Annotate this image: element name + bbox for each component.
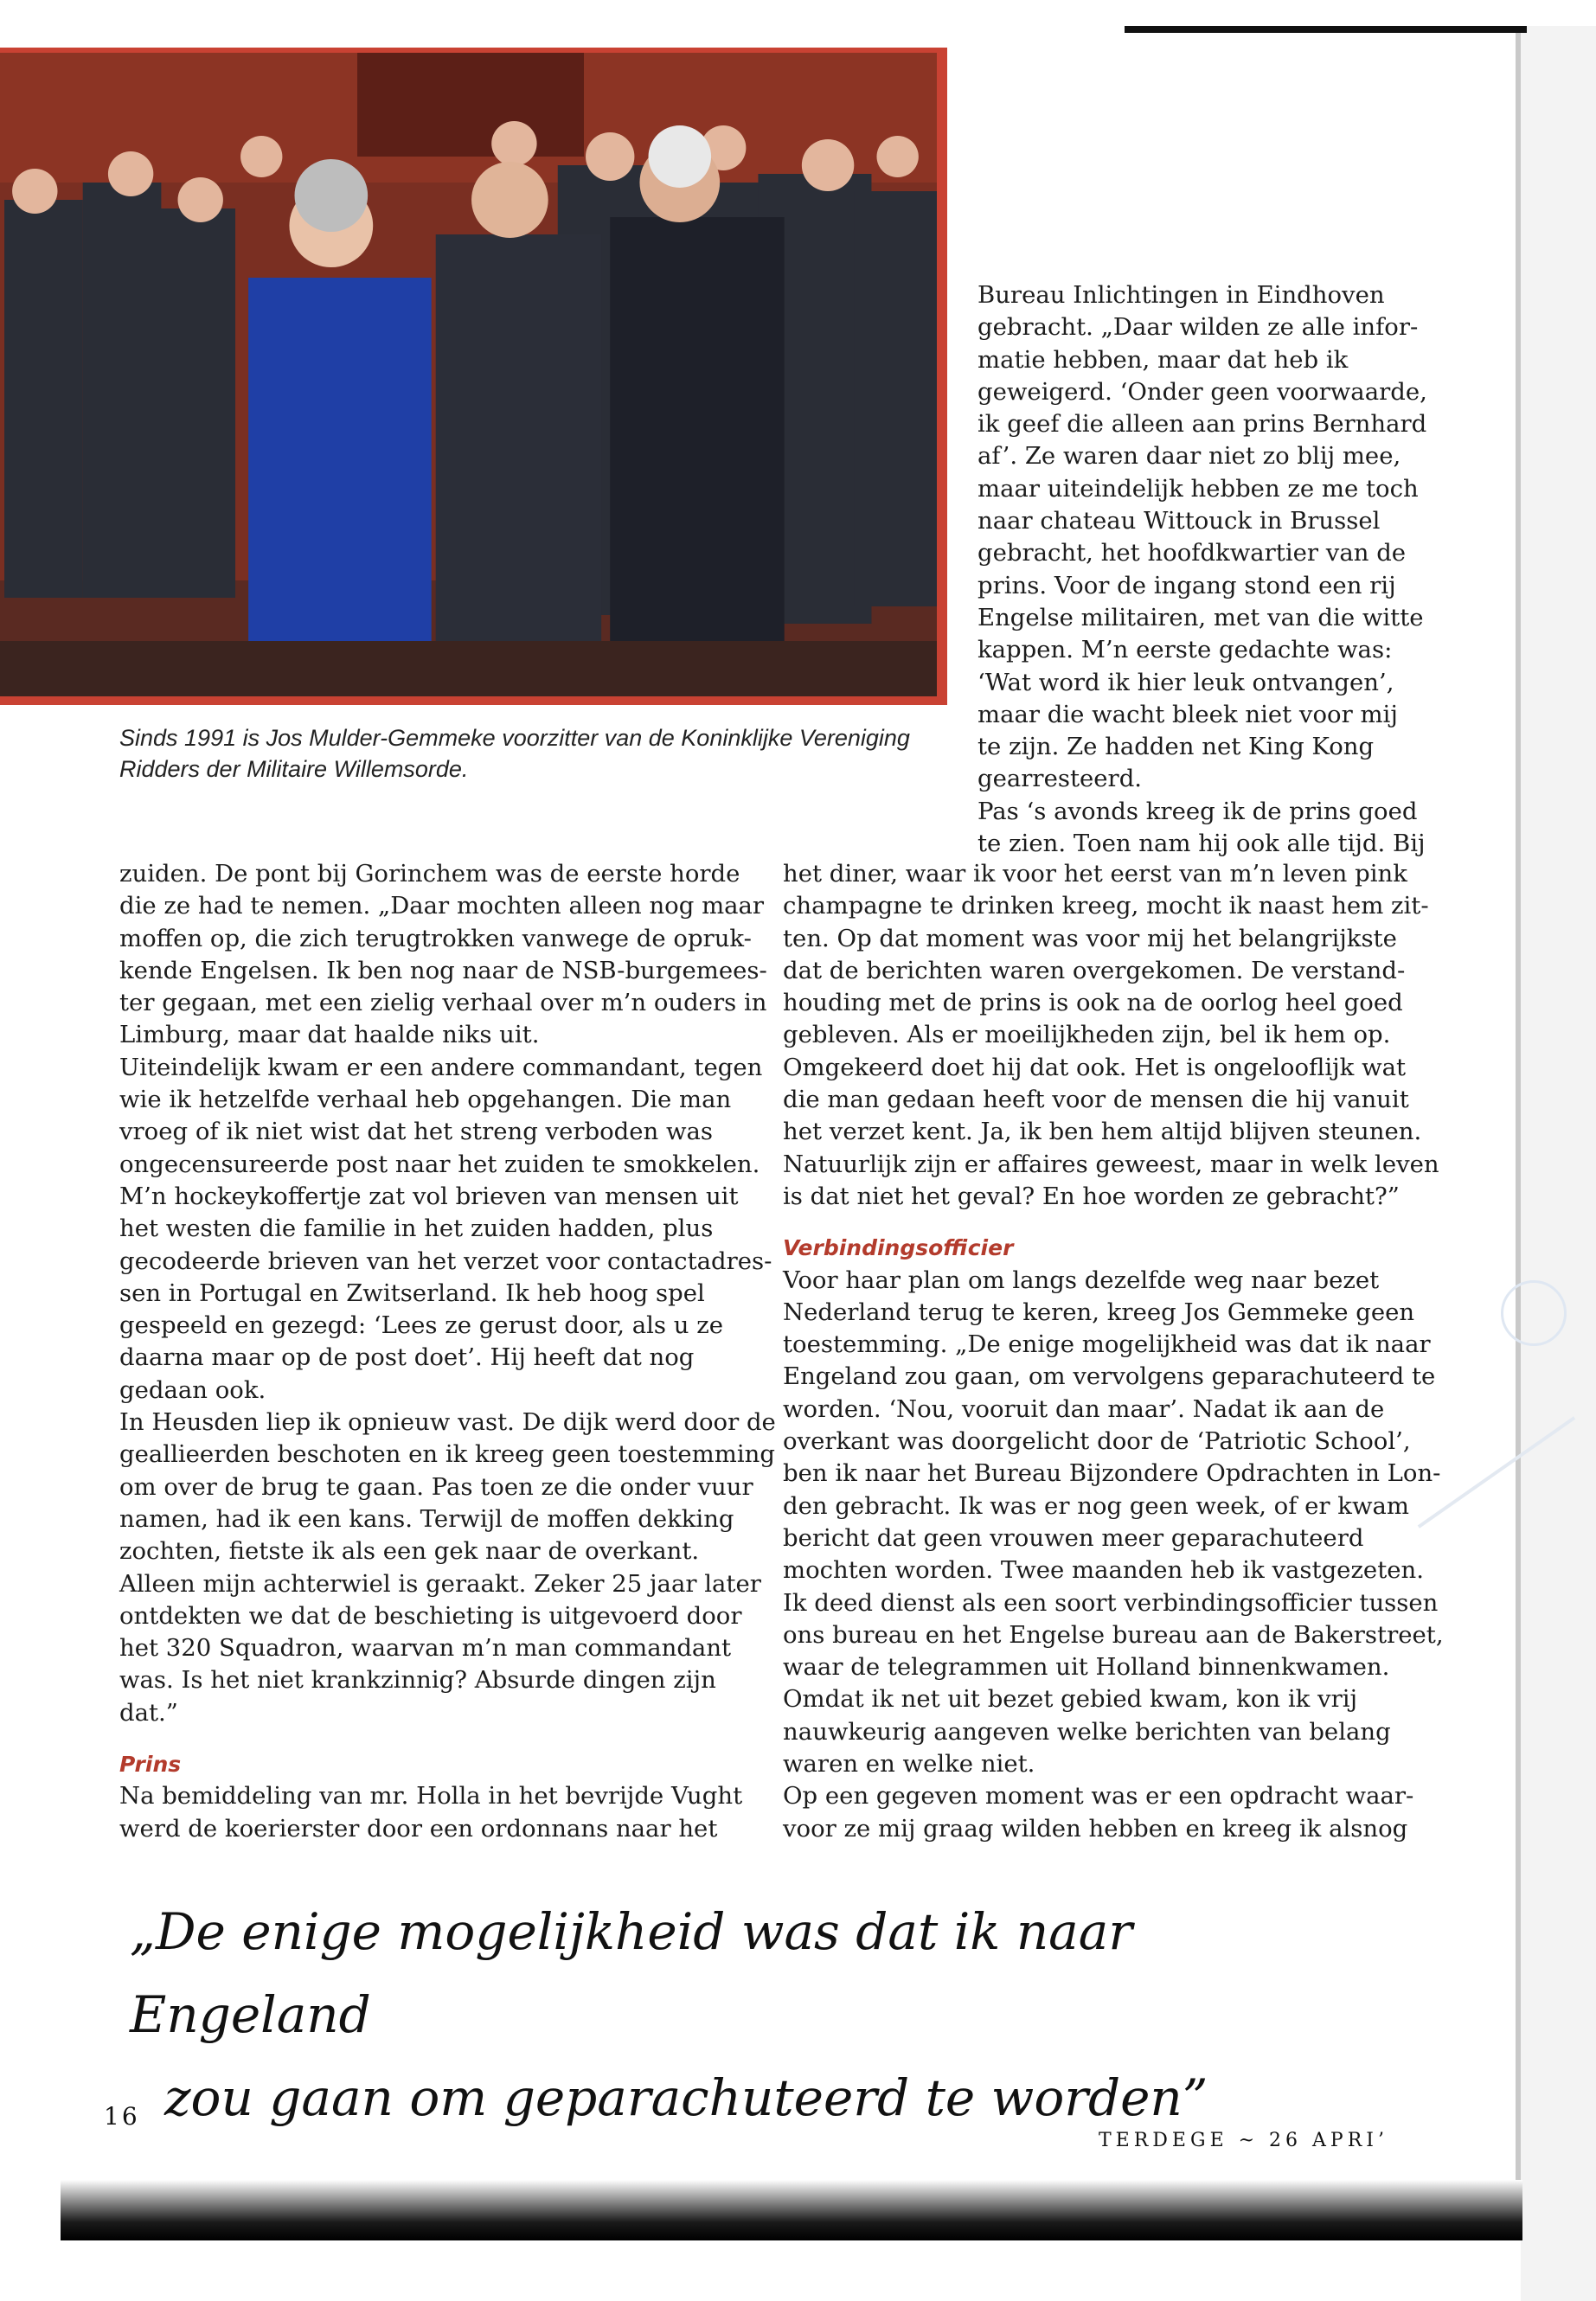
text-line: maar uiteindelijk hebben ze me toch [977, 474, 1419, 503]
text-line: worden. ‘Nou, vooruit dan maar’. Nadat ik aan de [783, 1394, 1385, 1423]
text-line: het 320 Squadron, waarvan m’n man commandant [119, 1634, 732, 1663]
text-line: die man gedaan heeft voor de mensen die hij vanuit [783, 1086, 1409, 1114]
right-column [783, 858, 1444, 1845]
text-line: ik geef die alleen aan prins Bernhard [977, 410, 1427, 439]
text-line: Pas ‘s avonds kreeg ik de prins goed [977, 797, 1418, 825]
text-line: zochten, fietste ik als een gek naar de overkant. [119, 1537, 700, 1566]
footer-publication: TERDEGE ~ 26 APRI’ [1099, 2130, 1388, 2151]
text-line: ben ik naar het Bureau Bijzondere Opdrachten in Lon- [783, 1459, 1441, 1488]
pull-quote-line: „De enige mogelijkheid was dat ik naar Engeland [130, 1902, 1133, 2044]
text-line: ‘Wat word ik hier leuk ontvangen’, [977, 668, 1394, 696]
text-line: ongecensureerde post naar het zuiden te smokkelen. [119, 1150, 760, 1178]
text-line: Alleen mijn achterwiel is geraakt. Zeker 25 jaar later [119, 1569, 761, 1598]
text-line: kappen. M’n eerste gedachte was: [977, 636, 1393, 664]
text-line: te zijn. Ze hadden net King Kong [977, 733, 1375, 761]
text-line: Voor haar plan om langs dezelfde weg naar bezet [783, 1266, 1380, 1294]
text-line: geallieerden beschoten en ik kreeg geen toestemming [119, 1440, 775, 1469]
page-edge [1521, 26, 1596, 2301]
text-line: ten. Op dat moment was voor mij het belangrijkste [783, 924, 1397, 952]
text-line: mochten worden. Twee maanden heb ik vastgezeten. [783, 1556, 1424, 1585]
text-line: is dat niet het geval? En hoe worden ze gebracht?” [783, 1182, 1400, 1210]
text-line: waren en welke niet. [783, 1750, 1035, 1779]
subheading-verbindingsofficier: Verbindingsofficier [783, 1235, 1014, 1261]
text-line: dat.” [119, 1698, 178, 1727]
text-line: Na bemiddeling van mr. Holla in het bevrijde Vught [119, 1782, 743, 1811]
text-line: sen in Portugal en Zwitserland. Ik heb hoog spel [119, 1279, 705, 1307]
group-photo [0, 48, 947, 705]
text-line: vroeg of ik niet wist dat het streng verboden was [119, 1118, 714, 1146]
text-line: het westen die familie in het zuiden hadden, plus [119, 1215, 714, 1243]
text-line: gebracht, het hoofdkwartier van de [977, 539, 1407, 567]
text-line: zuiden. De pont bij Gorinchem was de eerste horde [119, 860, 740, 888]
text-line: ter gegaan, met een zielig verhaal over m’n ouders in [119, 989, 767, 1017]
text-line: het verzet kent. Ja, ik ben hem altijd blijven steunen. [783, 1118, 1422, 1146]
pull-quote [130, 1890, 1384, 2139]
text-line: Natuurlijk zijn er affaires geweest, maar in welk leven [783, 1150, 1439, 1178]
pull-quote-line: zou gaan om geparachuteerd te worden” [164, 2068, 1208, 2127]
text-line: nauwkeurig aangeven welke berichten van belang [783, 1717, 1391, 1746]
page-shadow-bottom [61, 2180, 1522, 2240]
text-line: dat de berichten waren overgekomen. De verstand- [783, 956, 1406, 984]
text-line: Omgekeerd doet hij dat ook. Het is ongelooflijk wat [783, 1053, 1407, 1081]
text-line: gespeeld en gezegd: ‘Lees ze gerust door, als u ze [119, 1311, 724, 1340]
page-shadow-right [1516, 26, 1521, 2223]
text-line: Uiteindelijk kwam er een andere commandant, tegen [119, 1053, 763, 1081]
text-line: Limburg, maar dat haalde niks uit. [119, 1021, 540, 1049]
text-line: matie hebben, maar dat heb ik [977, 345, 1349, 374]
right-column-upper [977, 279, 1427, 860]
text-line: gedaan ook. [119, 1375, 266, 1404]
caption-line: Sinds 1991 is Jos Mulder-Gemmeke voorzitter van de Koninklijke Vereniging [119, 725, 910, 751]
stamp-mark [1501, 1280, 1567, 1346]
photo-illustration [0, 53, 937, 696]
text-line: Op een gegeven moment was er een opdracht waar- [783, 1782, 1414, 1811]
text-line: daarna maar op de post doet’. Hij heeft dat nog [119, 1343, 695, 1372]
text-line: te zien. Toen nam hij ook alle tijd. Bij [977, 830, 1426, 858]
page-number: 16 [104, 2102, 140, 2131]
caption-line: Ridders der Militaire Willemsorde. [119, 756, 469, 782]
photo-caption [119, 722, 924, 785]
text-line: toestemming. „De enige mogelijkheid was dat ik naar [783, 1330, 1431, 1359]
text-line: overkant was doorgelicht door de ‘Patriotic School’, [783, 1427, 1411, 1456]
text-line: wie ik hetzelfde verhaal heb opgehangen. Die man [119, 1086, 732, 1114]
text-line: geweigerd. ‘Onder geen voorwaarde, [977, 377, 1427, 406]
page-shadow-top [1125, 26, 1527, 33]
text-line: werd de koerierster door een ordonnans naar het [119, 1814, 718, 1843]
text-line: namen, had ik een kans. Terwijl de moffen dekking [119, 1504, 734, 1533]
text-line: het diner, waar ik voor het eerst van m’n leven pink [783, 860, 1407, 888]
left-column [119, 858, 776, 1845]
text-line: maar die wacht bleek niet voor mij [977, 700, 1398, 728]
text-line: prins. Voor de ingang stond een rij [977, 571, 1396, 599]
text-line: bericht dat geen vrouwen meer geparachuteerd [783, 1523, 1364, 1552]
subheading-prins: Prins [119, 1752, 182, 1778]
text-line: gearresteerd. [977, 765, 1143, 793]
text-line: Omdat ik net uit bezet gebied kwam, kon ik vrij [783, 1685, 1358, 1714]
text-line: moffen op, die zich terugtrokken vanwege de opruk- [119, 924, 752, 952]
text-line: Engeland zou gaan, om vervolgens geparachuteerd te [783, 1362, 1436, 1391]
text-line: Nederland terug te keren, kreeg Jos Gemmeke geen [783, 1298, 1415, 1326]
text-line: gecodeerde brieven van het verzet voor contactadres- [119, 1247, 772, 1275]
text-line: waar de telegrammen uit Holland binnenkwamen. [783, 1653, 1390, 1682]
text-line: ons bureau en het Engelse bureau aan de Bakerstreet, [783, 1620, 1444, 1649]
text-line: Ik deed dienst als een soort verbindingsofficier tussen [783, 1588, 1439, 1617]
text-line: gebleven. Als er moeilijkheden zijn, bel ik hem op. [783, 1021, 1391, 1049]
text-line: In Heusden liep ik opnieuw vast. De dijk werd door de [119, 1408, 776, 1437]
text-line: die ze had te nemen. „Daar mochten alleen nog maar [119, 892, 765, 920]
text-line: voor ze mij graag wilden hebben en kreeg ik alsnog [783, 1814, 1408, 1843]
text-line: af’. Ze waren daar niet zo blij mee, [977, 442, 1401, 471]
text-line: was. Is het niet krankzinnig? Absurde dingen zijn [119, 1666, 716, 1695]
text-line: Bureau Inlichtingen in Eindhoven [977, 281, 1385, 309]
text-line: M’n hockeykoffertje zat vol brieven van mensen uit [119, 1182, 739, 1210]
text-line: ontdekten we dat de beschieting is uitgevoerd door [119, 1601, 742, 1630]
text-line: Engelse militairen, met van die witte [977, 603, 1424, 631]
text-line: den gebracht. Ik was er nog geen week, of er kwam [783, 1491, 1409, 1520]
text-line: champagne te drinken kreeg, mocht ik naast hem zit- [783, 892, 1429, 920]
text-line: om over de brug te gaan. Pas toen ze die onder vuur [119, 1472, 753, 1501]
text-line: houding met de prins is ook na de oorlog heel goed [783, 989, 1403, 1017]
text-line: naar chateau Wittouck in Brussel [977, 507, 1381, 535]
text-line: gebracht. „Daar wilden ze alle infor- [977, 313, 1419, 342]
text-line: kende Engelsen. Ik ben nog naar de NSB-burgemees- [119, 956, 767, 984]
